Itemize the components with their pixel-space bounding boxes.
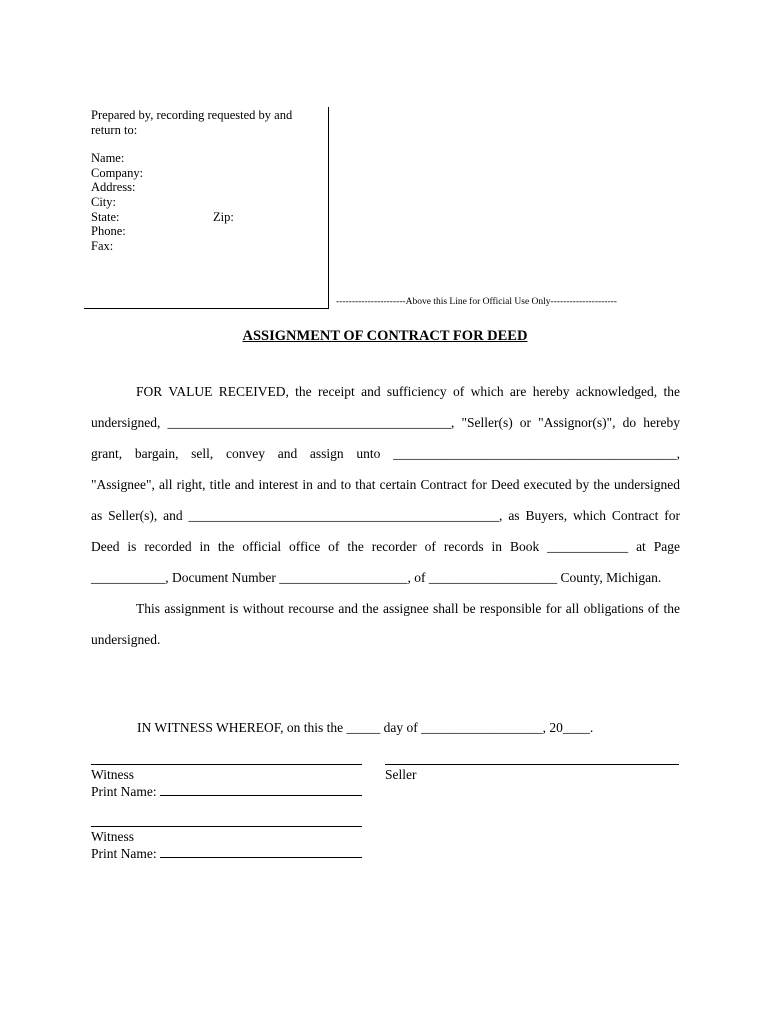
print-name-label: Print Name: (91, 846, 157, 861)
witness1-signature-line (91, 764, 362, 765)
witness1-print-name-line (160, 783, 362, 796)
state-label: State: (91, 209, 120, 224)
return-block-divider (328, 107, 329, 309)
return-block-baseline (84, 308, 329, 309)
witness1-label: Witness (91, 767, 134, 782)
zip-label: Zip: (213, 209, 234, 224)
address-label: Address: (91, 180, 136, 195)
company-label: Company: (91, 165, 144, 180)
document-title: ASSIGNMENT OF CONTRACT FOR DEED (242, 328, 528, 344)
phone-label: Phone: (91, 224, 126, 239)
name-label: Name: (91, 151, 125, 166)
witness2-print-name-line (160, 845, 362, 858)
fax-label: Fax: (91, 238, 114, 253)
official-use-line: ----------------------Above this Line for Official Use Only--------------------- (336, 297, 617, 307)
assignment-paragraph: FOR VALUE RECEIVED, the receipt and sufficiency of which are hereby acknowledged, the undersigned, __________________________________________, "Seller(s) or "Assignor(s)", do hereby grant, bargain, sell, convey and assign unto __________________________________________, "Assignee", all right, title and interest in and to that certain Contract for Deed executed by the undersigned as Seller(s), and ______________________________________________, as Buyers, which Contract for Deed is recorded in the official office of the recorder of records in Book ____________ at Page ___________, Document Number ___________________, of ___________________ County, Michigan. (91, 384, 680, 585)
witness2-label: Witness (91, 829, 134, 844)
witness2-print-name (91, 845, 362, 862)
witness-clause: IN WITNESS WHEREOF, on this the _____ day of __________________, 20____. (137, 720, 594, 735)
document-body (91, 376, 680, 655)
seller-signature-line (385, 764, 679, 765)
return-heading-line2: return to: (91, 122, 138, 137)
witness1-print-name (91, 783, 362, 800)
return-heading-line1: Prepared by, recording requested by and (91, 108, 293, 122)
print-name-label: Print Name: (91, 784, 157, 799)
recourse-paragraph: This assignment is without recourse and the assignee shall be responsible for all obligations of the undersigned. (91, 601, 680, 647)
city-label: City: (91, 194, 117, 209)
return-to-block (91, 108, 311, 253)
seller-label: Seller (385, 767, 417, 782)
witness2-signature-line (91, 826, 362, 827)
